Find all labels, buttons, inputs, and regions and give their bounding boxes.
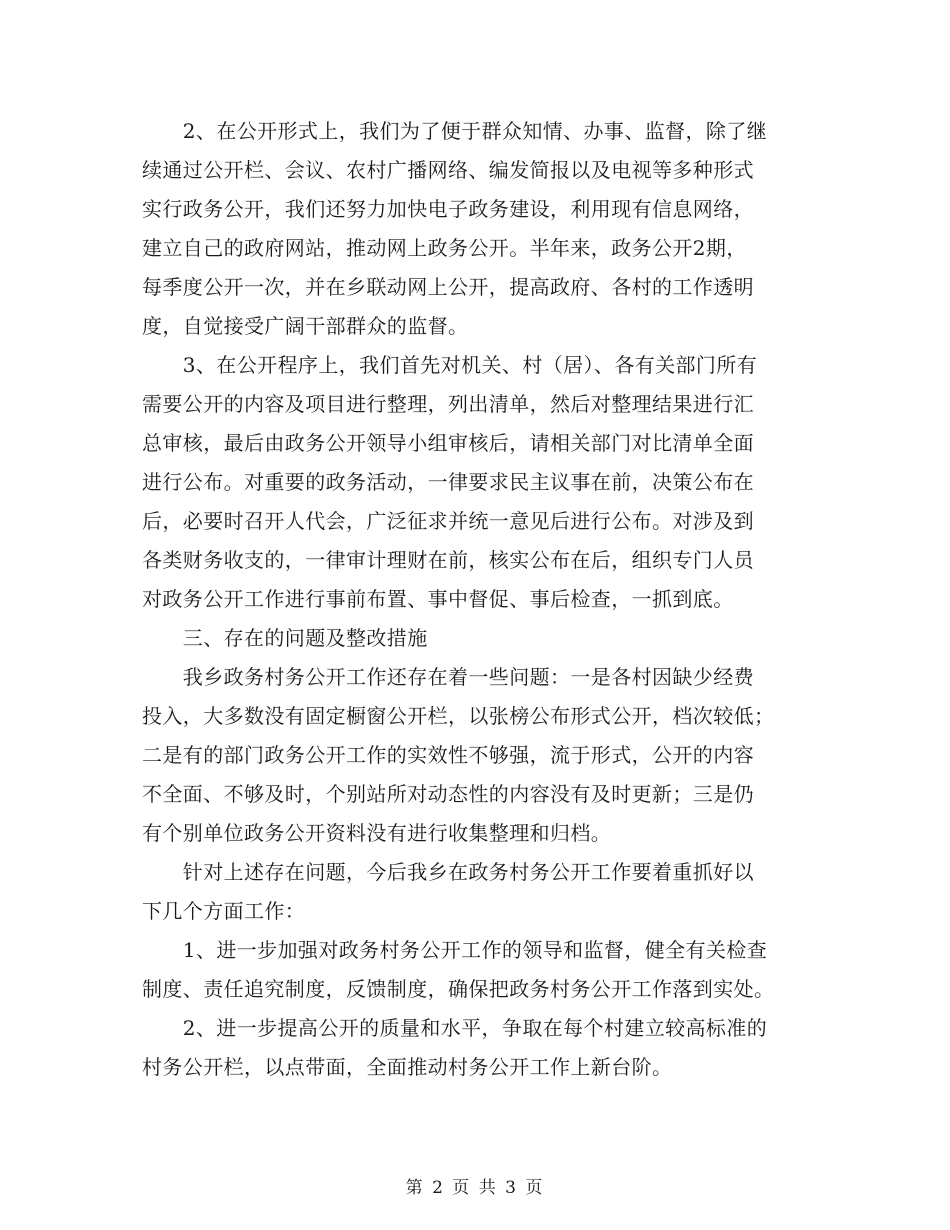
text-line: 需要公开的内容及项目进行整理，列出清单，然后对整理结果进行汇 xyxy=(142,392,754,416)
text-line: 有个别单位政务公开资料没有进行收集整理和归档。 xyxy=(142,821,612,845)
text-line: 进行公布。对重要的政务活动，一律要求民主议事在前，决策公布在 xyxy=(142,470,754,494)
text-line: 下几个方面工作： xyxy=(142,899,306,923)
text-line: 3、在公开程序上，我们首先对机关、村（居）、各有关部门所有 xyxy=(142,353,758,377)
text-line: 实行政务公开，我们还努力加快电子政务建设，利用现有信息网络， xyxy=(142,197,754,221)
text-line: 投入，大多数没有固定橱窗公开栏，以张榜公布形式公开，档次较低； xyxy=(142,704,775,728)
text-line: 每季度公开一次，并在乡联动网上公开，提高政府、各村的工作透明 xyxy=(142,275,754,299)
text-line: 各类财务收支的，一律审计理财在前，核实公布在后，组织专门人员 xyxy=(142,548,754,572)
text-line: 制度、责任追究制度，反馈制度，确保把政务村务公开工作落到实处。 xyxy=(142,977,775,1001)
document-body xyxy=(142,112,810,1087)
text-line: 2、在公开形式上，我们为了便于群众知情、办事、监督，除了继 xyxy=(142,119,768,143)
text-line: 我乡政务村务公开工作还存在着一些问题：一是各村因缺少经费 xyxy=(142,665,754,689)
text-line: 总审核，最后由政务公开领导小组审核后，请相关部门对比清单全面 xyxy=(142,431,754,455)
text-line: 后，必要时召开人代会，广泛征求并统一意见后进行公布。对涉及到 xyxy=(142,509,754,533)
text-line: 1、进一步加强对政务村务公开工作的领导和监督，健全有关检查 xyxy=(142,938,768,962)
page-footer: 第 2 页 共 3 页 xyxy=(405,1178,545,1198)
text-line: 不全面、不够及时，个别站所对动态性的内容没有及时更新；三是仍 xyxy=(142,782,754,806)
text-line: 度，自觉接受广阔干部群众的监督。 xyxy=(142,314,469,338)
text-line: 二是有的部门政务公开工作的实效性不够强，流于形式，公开的内容 xyxy=(142,743,754,767)
text-line: 续通过公开栏、会议、农村广播网络、编发简报以及电视等多种形式 xyxy=(142,158,754,182)
text-line: 针对上述存在问题，今后我乡在政务村务公开工作要着重抓好以 xyxy=(142,860,754,884)
text-line: 2、进一步提高公开的质量和水平，争取在每个村建立较高标准的 xyxy=(142,1016,768,1040)
text-line: 村务公开栏，以点带面，全面推动村务公开工作上新台阶。 xyxy=(142,1055,673,1079)
section-heading: 三、存在的问题及整改措施 xyxy=(142,626,428,650)
text-line: 对政务公开工作进行事前布置、事中督促、事后检查，一抓到底。 xyxy=(142,587,734,611)
text-line: 建立自己的政府网站，推动网上政务公开。半年来，政务公开2期， xyxy=(142,236,747,260)
